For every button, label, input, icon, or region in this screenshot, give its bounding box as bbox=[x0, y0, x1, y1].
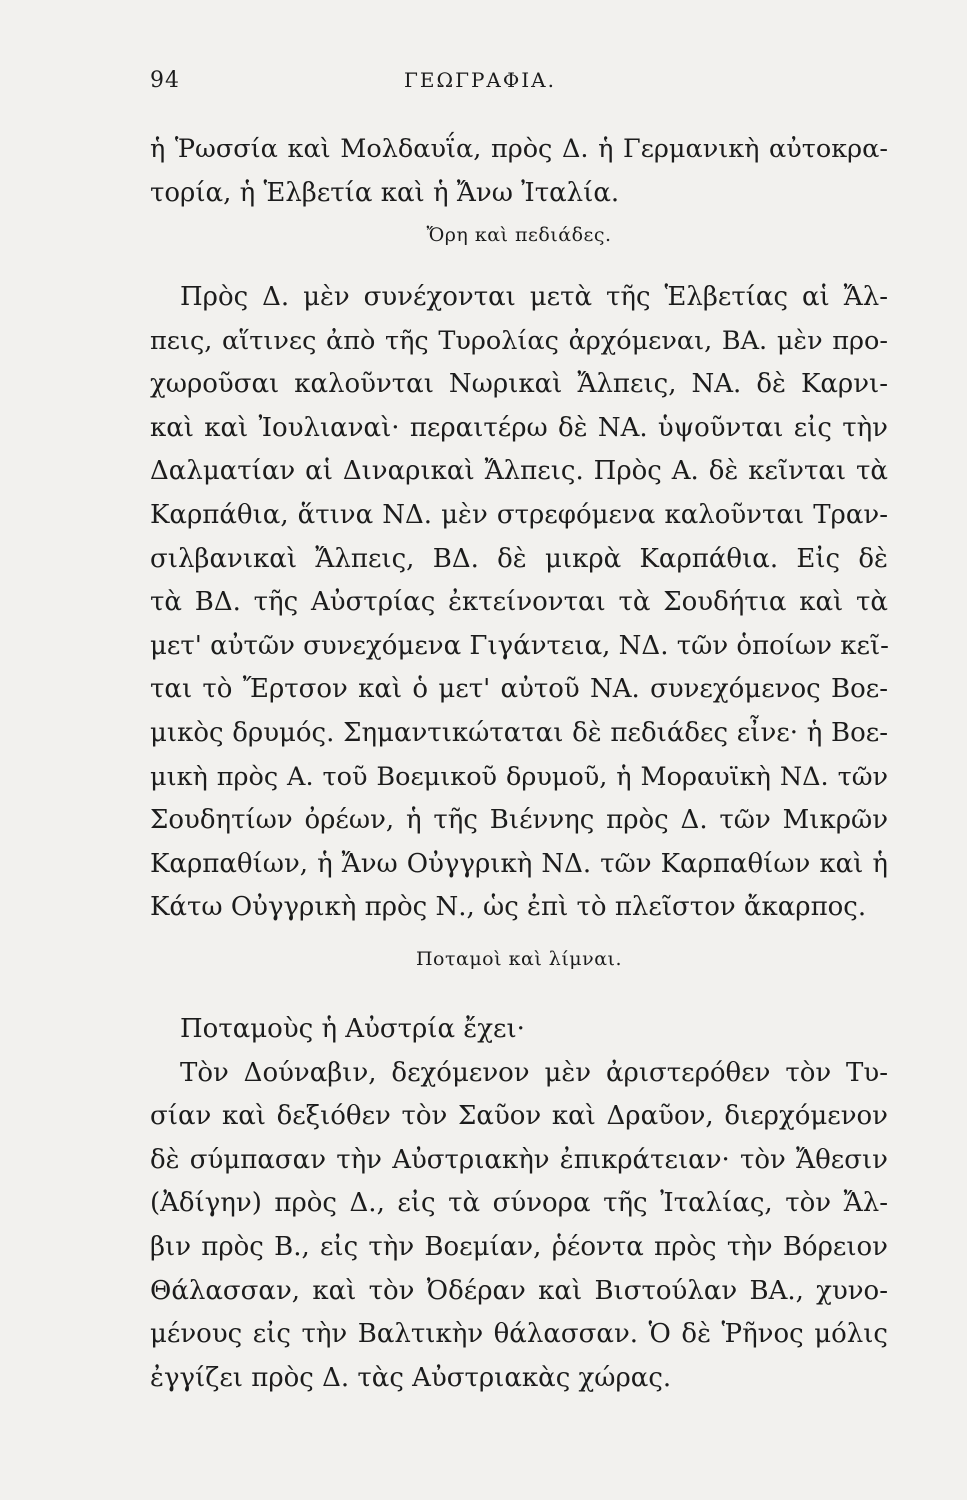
text-line: μικὴ πρὸς Α. τοῦ Βοεμικοῦ δρυμοῦ, ἡ Μοραυϊκὴ ΝΔ. τῶν bbox=[150, 761, 888, 792]
text-line: Σουδητίων ὀρέων, ἡ τῆς Βιέννης πρὸς Δ. τῶν Μικρῶν bbox=[150, 805, 888, 836]
running-title: ΓΕΩΓΡΑΦΙΑ. bbox=[404, 68, 556, 92]
text-line: Πρὸς Δ. μὲν συνέχονται μετὰ τῆς Ἑλβετίας αἱ Ἄλ- bbox=[180, 282, 888, 312]
text-line: τορία, ἡ Ἑλβετία καὶ ἡ Ἄνω Ἰταλία. bbox=[150, 177, 620, 208]
text-line: Τὸν Δούναβιν, δεχόμενον μὲν ἀριστερόθεν τὸν Τυ- bbox=[180, 1057, 888, 1088]
text-line: πεις, αἵτινες ἀπὸ τῆς Τυρολίας ἀρχόμεναι, ΒΑ. μὲν προ- bbox=[150, 325, 888, 356]
page-number: 94 bbox=[150, 68, 180, 93]
text-line: ἡ Ῥωσσία καὶ Μολδαυΐα, πρὸς Δ. ἡ Γερμανικὴ αὐτοκρα- bbox=[150, 134, 888, 164]
text-line: Ποταμοὺς ἡ Αὐστρία ἔχει· bbox=[180, 1014, 525, 1044]
text-line: βιν πρὸς Β., εἰς τὴν Βοεμίαν, ῥέοντα πρὸς τὴν Βόρειον bbox=[150, 1231, 888, 1262]
paragraph-rivers bbox=[150, 1008, 888, 1400]
text-line: ται τὸ Ἔρτσον καὶ ὁ μετ' αὐτοῦ ΝΑ. συνεχόμενος Βοε- bbox=[150, 674, 888, 705]
text-line: μικὸς δρυμός. Σημαντικώταται δὲ πεδιάδες εἶνε· ἡ Βοε- bbox=[150, 717, 888, 748]
text-line: μένους εἰς τὴν Βαλτικὴν θάλασσαν. Ὁ δὲ Ῥῆνος μόλις bbox=[150, 1319, 888, 1350]
text-line: Θάλασσαν, καὶ τὸν Ὀδέραν καὶ Βιστούλαν ΒΑ., χυνο- bbox=[150, 1275, 888, 1306]
text-line: καὶ καὶ Ἰουλιαναὶ· περαιτέρω δὲ ΝΑ. ὑψοῦνται εἰς τὴν bbox=[150, 412, 888, 443]
section-mountains bbox=[150, 224, 888, 268]
text-line: μετ' αὐτῶν συνεχόμενα Γιγάντεια, ΝΔ. τῶν ὁποίων κεῖ- bbox=[150, 630, 889, 661]
text-line: σίαν καὶ δεξιόθεν τὸν Σαῦον καὶ Δραῦον, διερχόμενον bbox=[150, 1101, 888, 1132]
text-line: Δαλματίαν αἱ Διναρικαὶ Ἄλπεις. Πρὸς Α. δὲ κεῖνται τὰ bbox=[150, 456, 888, 487]
text-line: ἐγγίζει πρὸς Δ. τὰς Αὐστριακὰς χώρας. bbox=[150, 1362, 672, 1393]
paragraph-borders bbox=[150, 128, 888, 215]
text-line: τὰ ΒΔ. τῆς Αὐστρίας ἐκτείνονται τὰ Σουδήτια καὶ τὰ bbox=[150, 587, 888, 618]
section-heading-mountains: Ὄρη καὶ πεδιάδες. bbox=[426, 224, 612, 246]
text-line: δὲ σύμπασαν τὴν Αὐστριακὴν ἐπικράτειαν· τὸν Ἄθεσιν bbox=[150, 1144, 888, 1175]
section-heading-rivers: Ποταμοὶ καὶ λίμναι. bbox=[415, 948, 623, 970]
text-line: Κάτω Οὐγγρικὴ πρὸς Ν., ὡς ἐπὶ τὸ πλεῖστον ἄκαρπος. bbox=[150, 892, 867, 923]
text-line: (Ἀδίγην) πρὸς Δ., εἰς τὰ σύνορα τῆς Ἰταλίας, τὸν Ἄλ- bbox=[150, 1188, 888, 1219]
text-line: χωροῦσαι καλοῦνται Νωρικαὶ Ἄλπεις, ΝΑ. δὲ Καρνι- bbox=[150, 369, 888, 400]
text-line: Καρπάθια, ἅτινα ΝΔ. μὲν στρεφόμενα καλοῦνται Τραν- bbox=[150, 499, 888, 530]
paragraph-mountains bbox=[150, 276, 888, 930]
page-header bbox=[150, 68, 810, 102]
text-line: σιλβανικαὶ Ἄλπεις, ΒΔ. δὲ μικρὰ Καρπάθια. Εἰς δὲ bbox=[150, 543, 888, 574]
section-rivers bbox=[150, 948, 888, 992]
text-line: Καρπαθίων, ἡ Ἄνω Οὐγγρικὴ ΝΔ. τῶν Καρπαθίων καὶ ἡ bbox=[150, 848, 888, 879]
